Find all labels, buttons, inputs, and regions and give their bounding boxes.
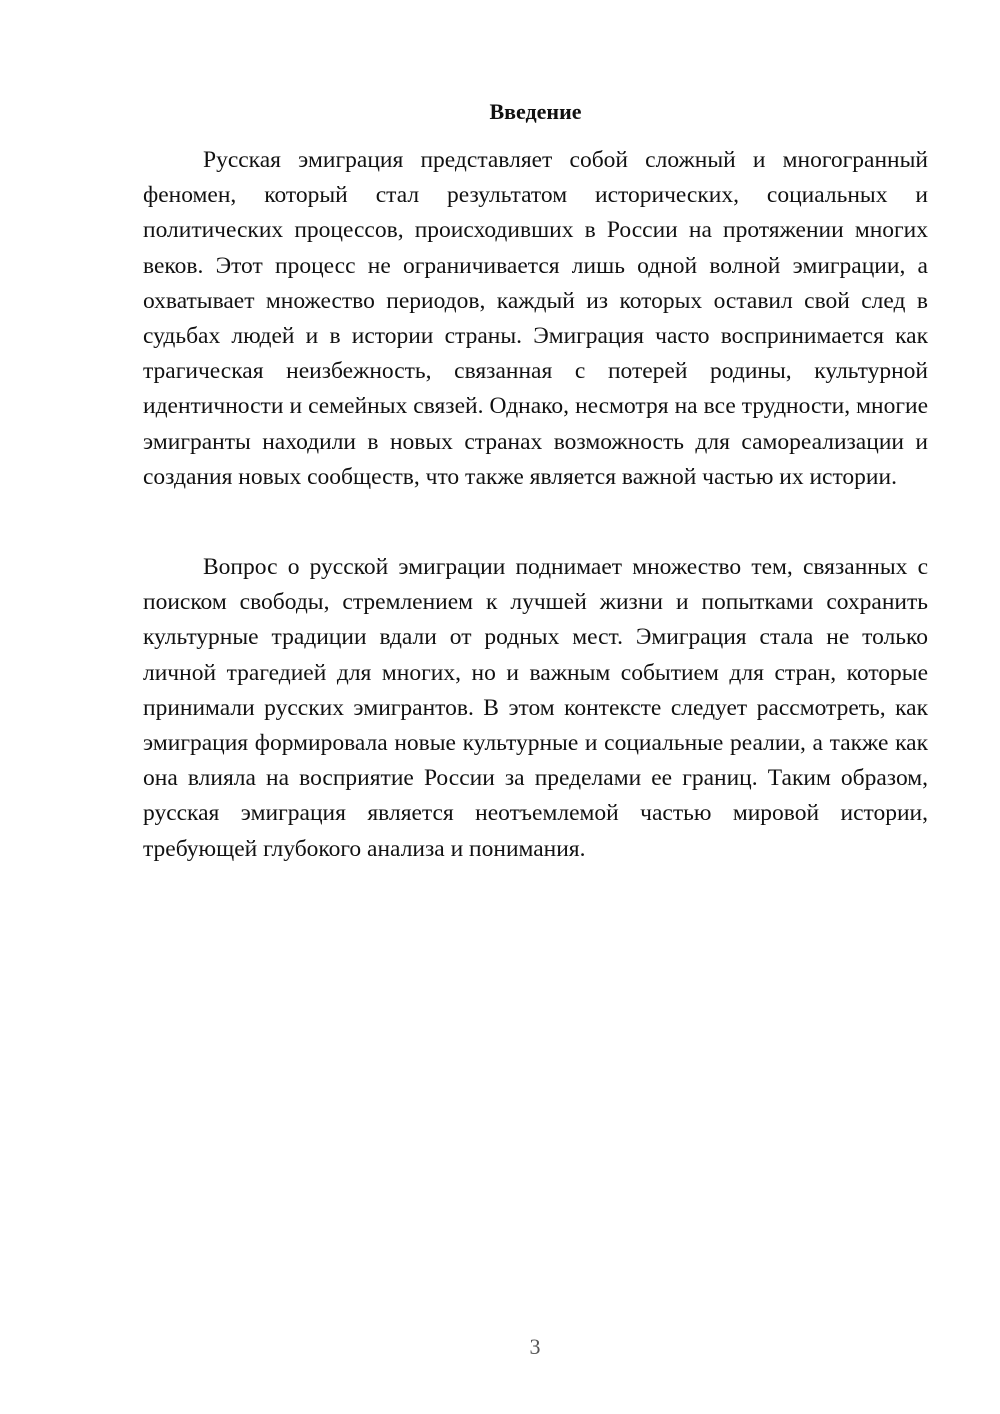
paragraph-second: Вопрос о русской эмиграции поднимает множество тем, связанных с поиском свободы, стремлением к лучшей жизни и попытками сохранить культурные традиции вдали от родных мест. Эмиграция стала не только личной трагедией для многих, но и важным событием для стран, которые принимали русских эмигрантов. В этом контексте следует рассмотреть, как эмиграция формировала новые культурные и социальные реалии, а также как она влияла на восприятие России за пределами ее границ. Таким образом, русская эмиграция является неотъемлемой частью мировой истории, требующей глубокого анализа и понимания. [143,554,928,862]
page-title: Введение [489,99,582,124]
paragraph-intro: Русская эмиграция представляет собой сложный и многогранный феномен, который стал результатом исторических, социальных и политических процессов, происходивших в России на протяжении многих веков. Этот процесс не ограничивается лишь одной волной эмиграции, а охватывает множество периодов, каждый из которых оставил свой след в судьбах людей и в истории страны. Эмиграция часто воспринимается как трагическая неизбежность, связанная с потерей родины, культурной идентичности и семейных связей. Однако, несмотря на все трудности, многие эмигранты находили в новых странах возможность для самореализации и создания новых сообществ, что также является важной частью их истории. [143,147,928,490]
page-number: 3 [529,1334,541,1359]
